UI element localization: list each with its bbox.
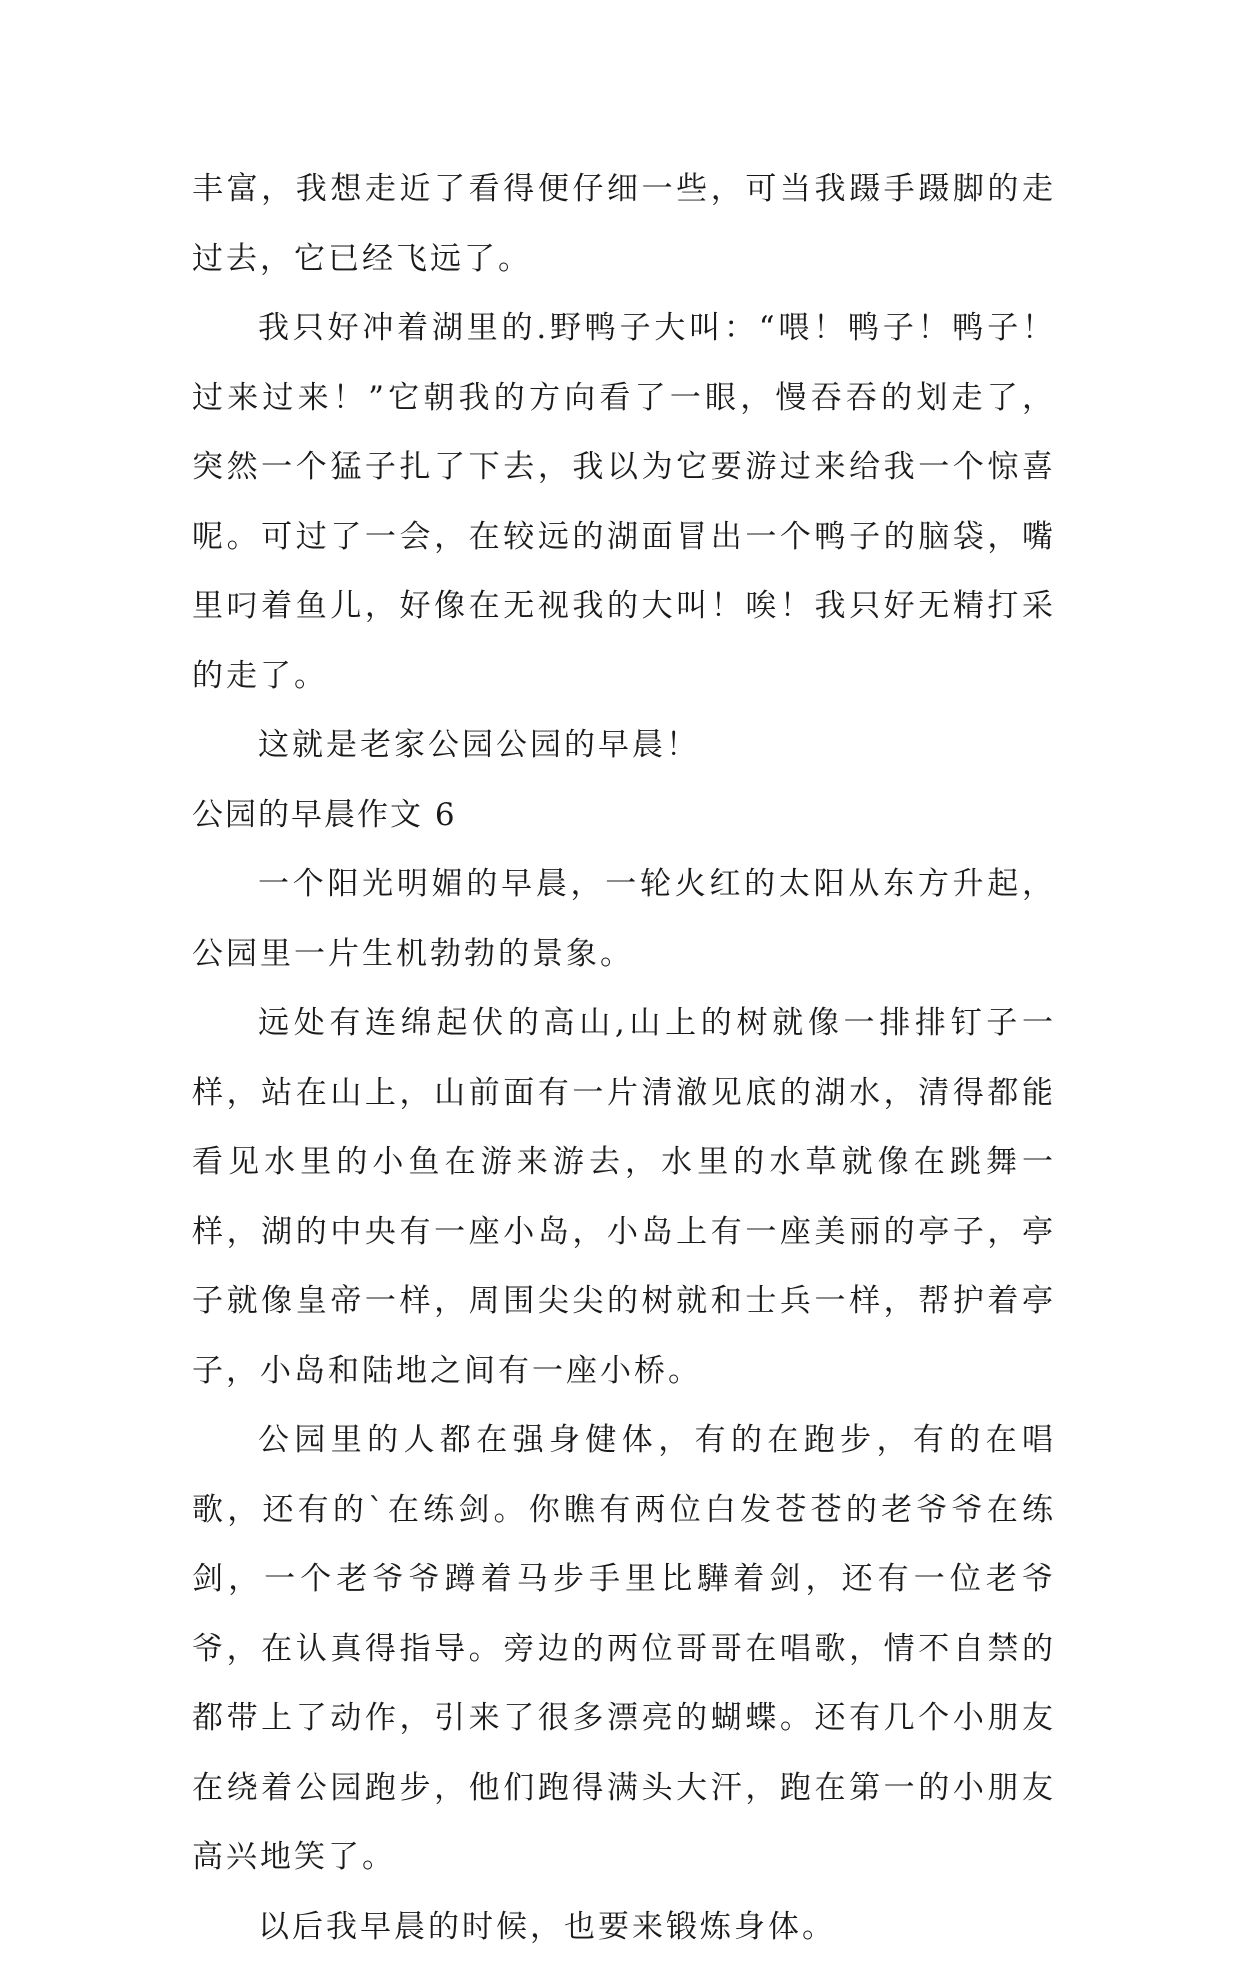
paragraph-2: 我只好冲着湖里的.野鸭子大叫：“喂！鸭子！鸭子！过来过来！”它朝我的方向看了一眼，慢吞吞的划走了，突然一个猛子扎了下去，我以为它要游过来给我一个惊喜呢。可过了一会，在较远的湖面冒出一个鸭子的脑袋，嘴里叼着鱼儿，好像在无视我的大叫！唉！我只好无精打采的走了。	[192, 294, 1056, 711]
paragraph-3: 这就是老家公园公园的早晨！	[192, 711, 1056, 781]
paragraph-6: 公园里的人都在强身健体，有的在跑步，有的在唱歌，还有的`在练剑。你瞧有两位白发苍苍的老爷爷在练剑，一个老爷爷蹲着马步手里比驊着剑，还有一位老爷爷，在认真得指导。旁边的两位哥哥在唱歌，情不自禁的都带上了动作，引来了很多漂亮的蝴蝶。还有几个小朋友在绕着公园跑步，他们跑得满头大汗，跑在第一的小朋友高兴地笑了。	[192, 1406, 1056, 1893]
paragraph-5: 远处有连绵起伏的高山,山上的树就像一排排钉子一样，站在山上，山前面有一片清澈见底的湖水，清得都能看见水里的小鱼在游来游去，水里的水草就像在跳舞一样，湖的中央有一座小岛，小岛上有一座美丽的亭子，亭子就像皇帝一样，周围尖尖的树就和士兵一样，帮护着亭子，小岛和陆地之间有一座小桥。	[192, 989, 1056, 1406]
paragraph-7: 以后我早晨的时候，也要来锻炼身体。	[192, 1893, 1056, 1962]
paragraph-4: 一个阳光明媚的早晨，一轮火红的太阳从东方升起，公园里一片生机勃勃的景象。	[192, 850, 1056, 989]
document-body	[192, 155, 1056, 1962]
section-heading: 公园的早晨作文 6	[192, 781, 1056, 851]
paragraph-1: 丰富，我想走近了看得便仔细一些，可当我蹑手蹑脚的走过去，它已经飞远了。	[192, 155, 1056, 294]
